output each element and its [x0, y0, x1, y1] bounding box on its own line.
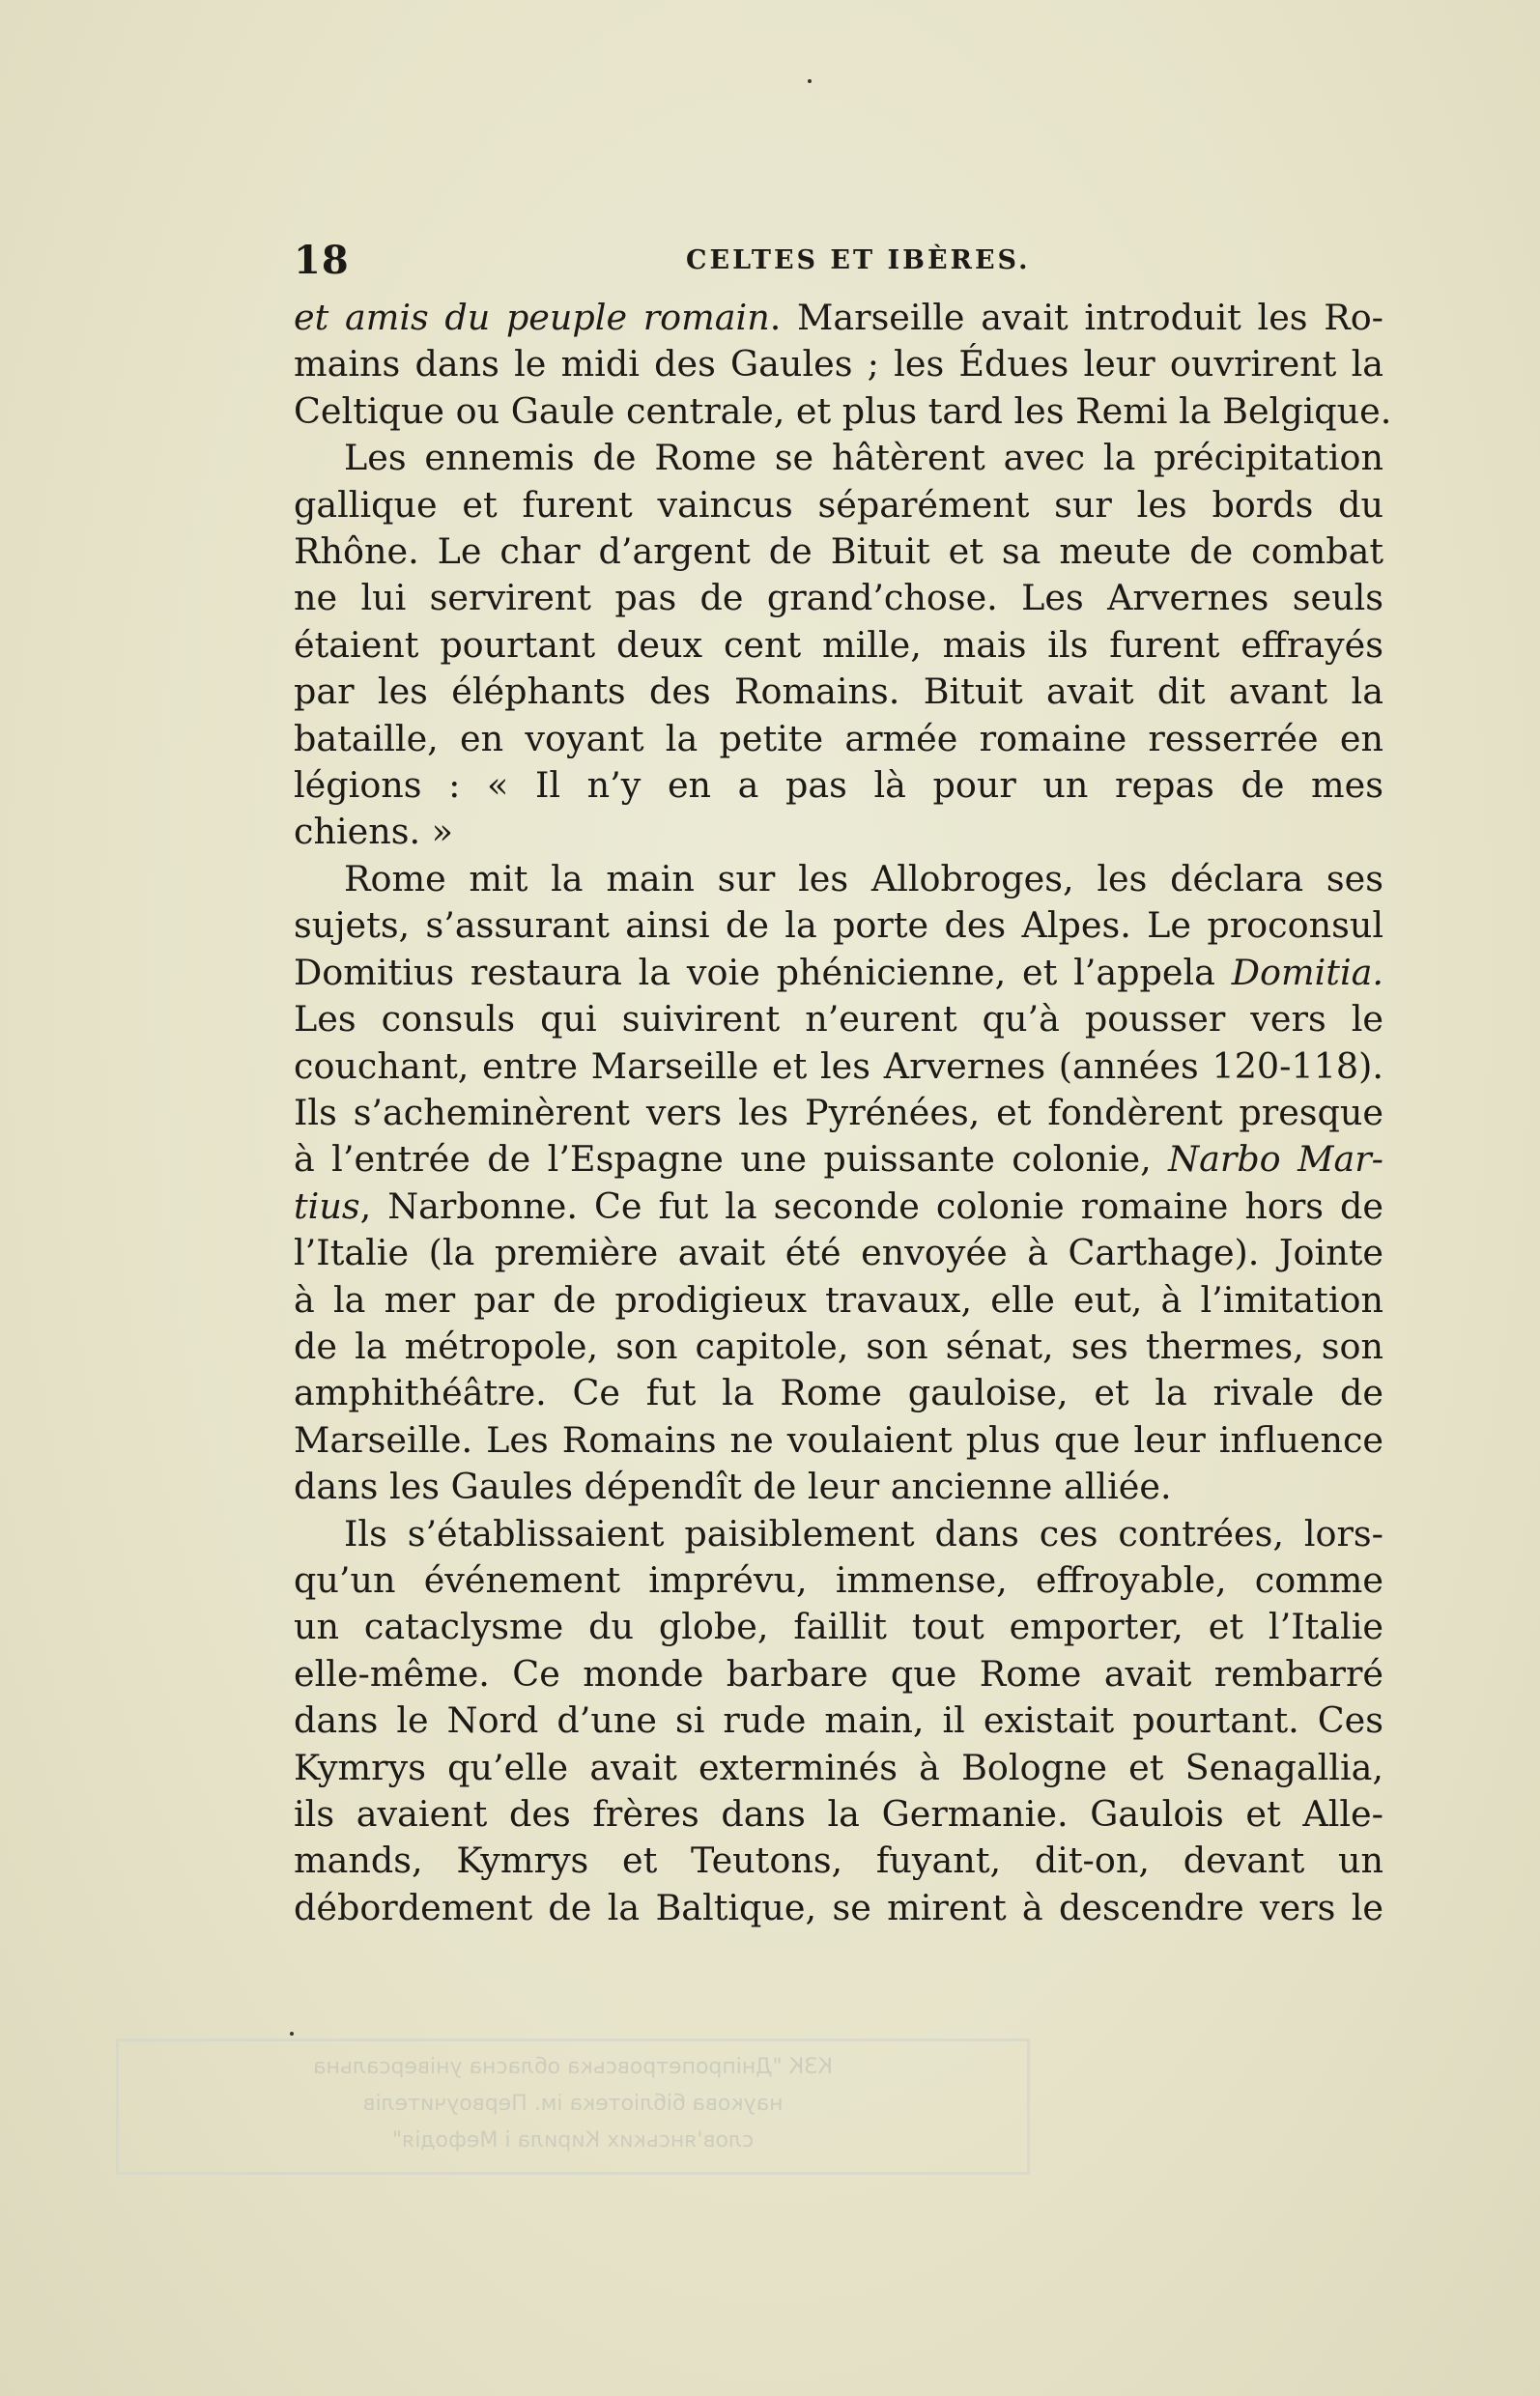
text-line	[294, 622, 1383, 669]
text-line	[294, 1277, 1383, 1324]
page-header	[294, 232, 1395, 290]
text-span: couchant, entre Marseille et les Arvernes (années 120-118).	[294, 1044, 1383, 1087]
text-line	[294, 856, 1383, 902]
text-line	[294, 996, 1383, 1042]
text-span: dans le Nord d’une si rude main, il existait pourtant. Ces	[294, 1699, 1383, 1742]
stamp-line: слов'янських Кирила і Мефодія"	[391, 2128, 755, 2153]
text-line	[294, 575, 1383, 621]
text-line	[294, 295, 1383, 341]
text-line	[294, 1745, 1383, 1791]
text-line	[294, 1885, 1383, 1931]
italic-text: Domitia.	[1231, 951, 1383, 993]
text-span: chiens. »	[294, 811, 453, 853]
text-span: Rome mit la main sur les Allobroges, les déclara ses	[344, 857, 1383, 899]
speck-mark	[808, 79, 812, 83]
library-stamp	[116, 2039, 1030, 2175]
italic-text: et amis du peuple romain	[294, 297, 770, 338]
text-line	[294, 435, 1383, 481]
text-line	[294, 902, 1383, 949]
text-span: à la mer par de prodigieux travaux, elle eut, à l’imitation	[294, 1278, 1383, 1321]
text-line	[294, 1651, 1383, 1697]
text-span: ils avaient des frères dans la Germanie. Gaulois et Alle-	[294, 1793, 1383, 1835]
text-span: étaient pourtant deux cent mille, mais ils furent effrayés	[294, 623, 1383, 666]
text-span: ne lui servirent pas de grand’chose. Les Arvernes seuls	[294, 577, 1383, 619]
text-line	[294, 1791, 1383, 1838]
text-line	[294, 1090, 1383, 1136]
speck-mark	[290, 2032, 294, 2036]
text-line	[294, 950, 1383, 996]
text-line	[294, 1230, 1383, 1276]
text-span: amphithéâtre. Ce fut la Rome gauloise, et la rivale de	[294, 1372, 1383, 1414]
italic-text: Narbo Mar-	[1168, 1138, 1383, 1181]
text-span: . Marseille avait introduit les Ro-	[769, 297, 1383, 338]
text-span: Ils s’établissaient paisiblement dans ces contrées, lors-	[344, 1512, 1383, 1555]
body-text	[294, 295, 1392, 1931]
page-number: 18	[294, 238, 350, 283]
text-line	[294, 716, 1383, 762]
text-span: l’Italie (la première avait été envoyée à Carthage). Jointe	[294, 1232, 1383, 1274]
text-span: par les éléphants des Romains. Bituit avait dit avant la	[294, 670, 1383, 713]
text-span: Les ennemis de Rome se hâtèrent avec la précipitation	[344, 437, 1383, 479]
text-span: débordement de la Baltique, se mirent à descendre vers le	[294, 1886, 1383, 1928]
stamp-line: наукова бібліотека ім. Первоучителів	[362, 2092, 784, 2116]
text-span: sujets, s’assurant ainsi de la porte des Alpes. Le proconsul	[294, 904, 1383, 947]
running-head: CELTES ET IBÈRES.	[686, 245, 1031, 275]
text-span: mains dans le midi des Gaules ; les Édues leur ouvrirent la	[294, 343, 1383, 385]
text-line	[294, 762, 1383, 809]
text-span: de la métropole, son capitole, son sénat, ses thermes, son	[294, 1325, 1383, 1367]
text-span: dans les Gaules dépendît de leur ancienne alliée.	[294, 1466, 1172, 1508]
text-line	[294, 1557, 1383, 1604]
text-line	[294, 1697, 1383, 1744]
text-line	[294, 1370, 1383, 1416]
text-line	[294, 1043, 1383, 1090]
text-line	[294, 1184, 1383, 1230]
text-line	[294, 1417, 1383, 1464]
text-line	[294, 1136, 1383, 1183]
text-line	[294, 528, 1383, 575]
text-line	[294, 1838, 1383, 1884]
text-line	[294, 388, 1392, 435]
text-line	[294, 809, 1383, 855]
text-span: gallique et furent vaincus séparément sur les bords du	[294, 483, 1383, 526]
text-line	[294, 1464, 1383, 1510]
text-span: mands, Kymrys et Teutons, fuyant, dit-on, devant un	[294, 1840, 1383, 1882]
text-span: un cataclysme du globe, faillit tout emporter, et l’Italie	[294, 1606, 1383, 1648]
text-line	[294, 669, 1383, 715]
text-line	[294, 1604, 1383, 1650]
stamp-line: КЗК "Дніпропетровська обласна універсальна	[313, 2055, 833, 2079]
text-span: Rhône. Le char d’argent de Bituit et sa meute de combat	[294, 530, 1383, 573]
text-span: Celtique ou Gaule centrale, et plus tard les Remi la Belgique.	[294, 389, 1392, 432]
text-line	[294, 482, 1383, 528]
text-span: à l’entrée de l’Espagne une puissante colonie,	[294, 1138, 1169, 1181]
text-span: Marseille. Les Romains ne voulaient plus que leur influence	[294, 1418, 1383, 1461]
text-line	[294, 1511, 1383, 1557]
text-span: Domitius restaura la voie phénicienne, et l’appela	[294, 951, 1232, 993]
italic-text: tius	[294, 1184, 360, 1227]
text-line	[294, 1324, 1383, 1370]
text-span: qu’un événement imprévu, immense, effroyable, comme	[294, 1558, 1383, 1601]
text-span: elle-même. Ce monde barbare que Rome avait rembarré	[294, 1652, 1383, 1695]
text-span: Kymrys qu’elle avait exterminés à Bologne et Senagallia,	[294, 1746, 1383, 1788]
text-span: bataille, en voyant la petite armée romaine resserrée en	[294, 717, 1383, 759]
text-span: , Narbonne. Ce fut la seconde colonie romaine hors de	[359, 1184, 1383, 1227]
text-line	[294, 341, 1383, 387]
text-span: Ils s’acheminèrent vers les Pyrénées, et fondèrent presque	[294, 1091, 1383, 1133]
text-span: légions : « Il n’y en a pas là pour un repas de mes	[294, 764, 1383, 807]
text-span: Les consuls qui suivirent n’eurent qu’à pousser vers le	[294, 998, 1383, 1041]
